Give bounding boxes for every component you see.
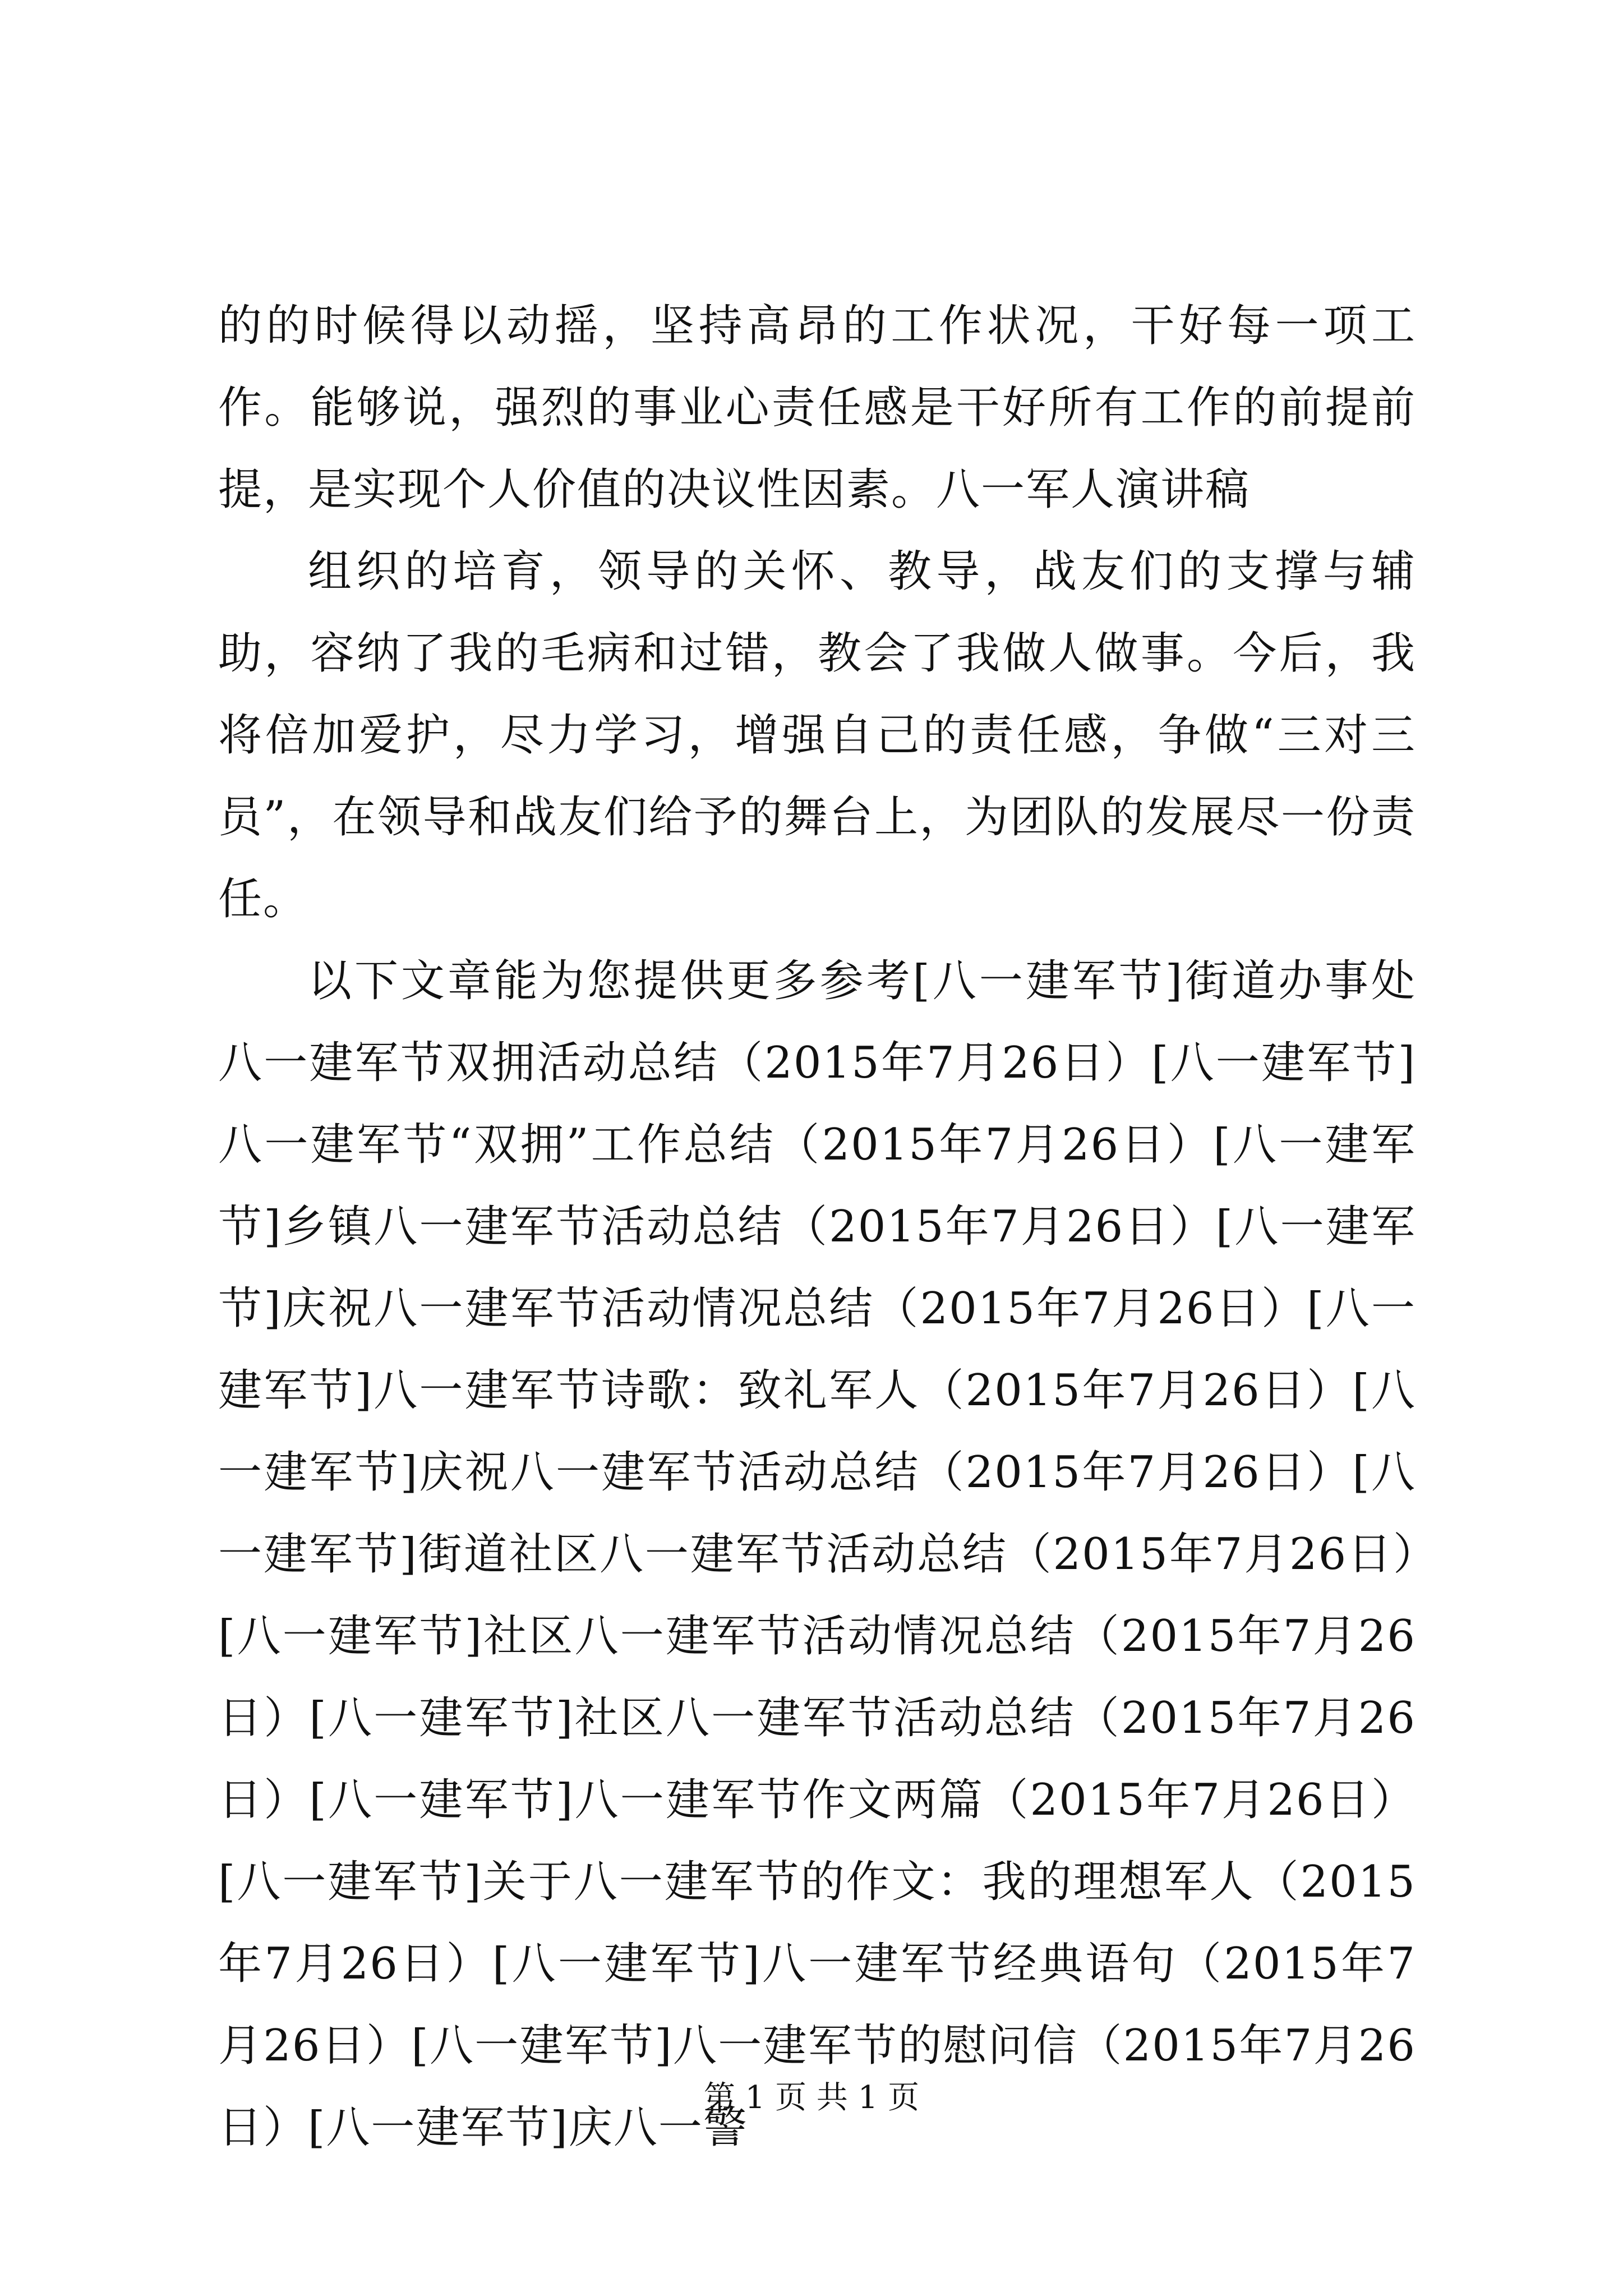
paragraph-1: 的的时候得以动摇，坚持高昂的工作状况，干好每一项工作。能够说，强烈的事业心责任感是干好所有工作的前提前提，是实现个人价值的决议性因素。八一军人演讲稿: [218, 301, 1416, 515]
document-body: [218, 285, 1416, 2169]
paragraph-3: 以下文章能为您提供更多参考[八一建军节]街道办事处八一建军节双拥活动总结（2015年7月26日）[八一建军节]八一建军节“双拥”工作总结（2015年7月26日）[八一建军节]乡镇八一建军节活动总结（2015年7月26日）[八一建军节]庆祝八一建军节活动情况总结（2015年7月26日）[八一建军节]八一建军节诗歌：致礼军人（2015年7月26日）[八一建军节]庆祝八一建军节活动总结（2015年7月26日）[八一建军节]街道社区八一建军节活动总结（2015年7月26日）[八一建军节]社区八一建军节活动情况总结（2015年7月26日）[八一建军节]社区八一建军节活动总结（2015年7月26日）[八一建军节]八一建军节作文两篇（2015年7月26日）[八一建军节]关于八一建军节的作文：我的理想军人（2015年7月26日）[八一建军节]八一建军节经典语句（2015年7月26日）[八一建军节]八一建军节的慰问信（2015年7月26日）[八一建军节]庆八一警: [218, 956, 1416, 2153]
page-footer: 第 1 页 共 1 页: [703, 2079, 920, 2116]
paragraph-2: 组织的培育，领导的关怀、教导，战友们的支撑与辅助，容纳了我的毛病和过错，教会了我做人做事。今后，我将倍加爱护，尽力学习，增强自己的责任感，争做“三对三员”，在领导和战友们给予的舞台上，为团队的发展尽一份责任。: [218, 546, 1416, 924]
